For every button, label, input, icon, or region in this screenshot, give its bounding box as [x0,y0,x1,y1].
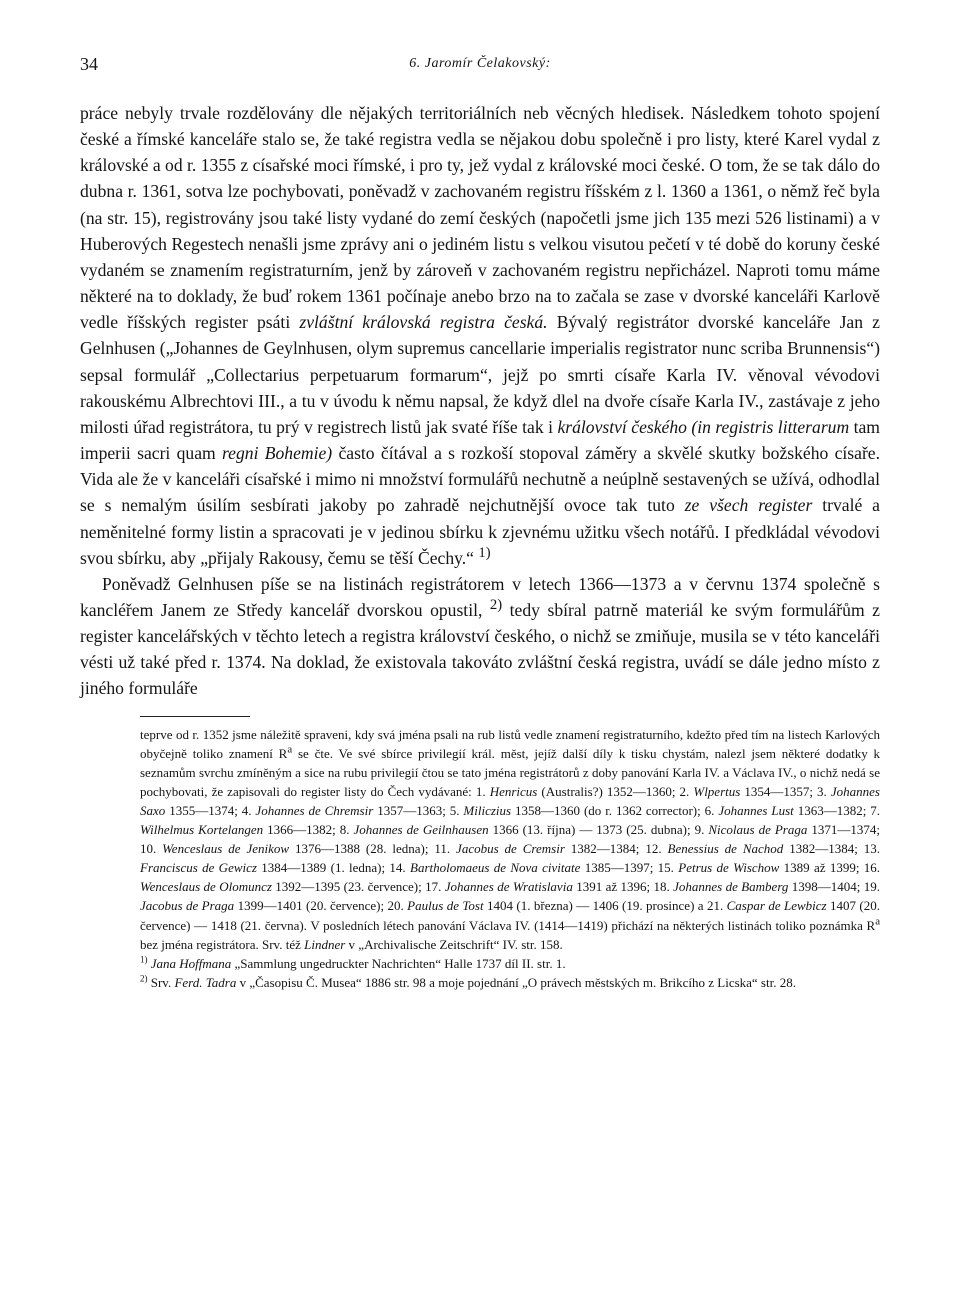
registrar-name: Johannes Lust [718,802,794,818]
registrar-name: Benessius de Nachod [667,841,784,857]
text-run: bez jména registrátora. Srv. též [140,936,305,952]
text-run: Bývalý registrátor dvorské kanceláře Jan z Gelnhusen („Johannes de Geylnhusen, olym supremus cancellarie imperialis registrator nunc scriba Brunnensis“) sepsal formulář „Collectarius perpetuarum formarum“, jejž po smrti císaře Karla IV. věnoval vévodovi rakouskému Albrechtovi III., a tu v úvodu k němu napsal, že když dlel na dvoře císaře Karla IV., zastávaje z jeho milosti úřad registrátora, tu prý v registrech listů jak svaté říše tak i [80,312,880,437]
footnote-2 [140,973,880,992]
footnotes [140,725,880,992]
text-run: 1363—1382; 7. [793,802,881,818]
text-run: 1355—1374; 4. [165,802,256,818]
paragraph-2 [80,571,880,702]
text-run: Srv. [147,974,175,990]
emphasis: ze všech register [684,495,813,516]
text-run: 1391 až 1396; 18. [572,879,674,895]
text-run: 1404 (1. března) — 1406 (19. prosince) a 21. [483,898,727,914]
page-header [80,54,880,80]
registrar-name: Johannes Saxo [140,783,880,818]
emphasis: regni Bohemie) [221,443,333,464]
registrar-name: Nicolaus de Praga [708,822,808,838]
registrar-name: Jacobus de Praga [140,898,235,914]
registrar-name: Johannes de Wratislavia [444,879,573,895]
registrar-name: Wilhelmus Kortelangen [140,822,264,838]
author-name: Jana Hoffmana [150,955,232,971]
main-text [80,100,880,702]
footnote-ref-2[interactable]: 2) [489,597,503,614]
author-name: Ferd. Tadra [174,974,237,990]
text-run: 1385—1397; 15. [580,860,679,876]
page [80,54,880,992]
text-run: 1389 až 1399; 16. [779,860,881,876]
text-run: 1382—1384; 13. [783,841,880,857]
emphasis: království českého (in registris litterarum [557,416,850,437]
emphasis: zvláštní královská registra česká. [299,312,548,333]
text-run: 1366—1382; 8. [263,822,354,838]
superscript: a [875,915,880,928]
footnote-mark: 1) [140,954,148,965]
text-run: (Australis?) 1352—1360; 2. [537,783,694,799]
text-run: 1366 (13. října) — 1373 (25. dubna); 9. [488,822,709,838]
registrar-name: Wenceslaus de Olomuncz [140,879,272,895]
text-run: 1358—1360 (do r. 1362 corrector); 6. [511,802,719,818]
author-name: Lindner [304,936,346,952]
registrar-name: Petrus de Wischow [678,860,780,876]
registrar-name: Miliczius [463,802,512,818]
text-run: 1392—1395 (23. července); 17. [271,879,445,895]
registrar-name: Henricus [489,783,538,799]
text-run: tedy sbíral patrně materiál ke svým formulářům z register kancelářských v těchto letech a registra království českého, o nichž se zmiňuje, musila se v této kanceláři vésti už také před r. 1374. Na doklad, že existovala takováto zvláštní česká registra, uvádí se dále jedno místo z jiného formuláře [80,599,880,699]
registrar-name: Wenceslaus de Jenikow [162,841,290,857]
text-run: v „Časopisu Č. Musea“ 1886 str. 98 a moje pojednání „O právech městských m. Brikcího z Licska“ str. 28. [236,974,796,990]
text-run: v „Archivalische Zeitschrift“ IV. str. 158. [345,936,563,952]
text-run: 1357—1363; 5. [373,802,464,818]
registrar-name: Johannes de Geilnhausen [353,822,489,838]
text-run: často čítával a s rozkoší stopoval záměry a skvělé skutky božského císaře. Vida ale že v kanceláři císařské i mimo ni množství formulářů nechutně a neúplně sestavených se užívá, odhodlal se s nemalým úsilím sesbírati jakoby po zahradě nejchutnější ovoce tak tuto [80,443,881,516]
text-run: teprve od r. 1352 jsme náležitě spraveni, kdy svá jména psali na rub listů vedle znamení registraturního, kdežto před tím na listech Karlových obyčejně toliko znamení R [140,726,880,761]
text-run: 1384—1389 (1. ledna); 14. [256,860,411,876]
text-run: 1376—1388 (28. ledna); 11. [289,841,457,857]
footnote-ref-1[interactable]: 1) [478,544,491,561]
text-run: 1407 (20. července) — 1418 (21. června). V posledních létech panování Václava IV. (1414—1419) přichází na některých listinách toliko poznámka R [140,898,881,933]
text-run: tam imperii sacri quam [80,416,880,464]
text-run: 1382—1384; 12. [564,841,668,857]
text-run: Poněvadž Gelnhusen píše se na listinách registrátorem v letech 1366—1373 a v červnu 1374 společně s kancléřem Janem ze Středy kancelář dvorskou opustil, [80,573,880,620]
footnote-continuation [140,725,880,954]
text-run: „Sammlung ungedruckter Nachrichten“ Halle 1737 díl II. str. 1. [231,955,566,971]
registrar-name: Franciscus de Gewicz [140,860,257,876]
text-run: 1371—1374; 10. [140,822,880,857]
running-title: 6. Jaromír Čelakovský: [409,56,551,71]
registrar-name: Bartholomaeus de Nova civitate [410,860,581,876]
registrar-name: Johannes de Chremsir [255,802,374,818]
text-run: 1399—1401 (20. července); 20. [234,898,408,914]
text-run: 1398—1404; 19. [788,879,881,895]
page-number: 34 [80,54,98,74]
registrar-name: Johannes de Bamberg [673,879,789,895]
registrar-name: Caspar de Lewbicz [726,898,827,914]
footnote-mark: 2) [140,973,148,984]
footnote-separator [140,716,250,717]
registrar-name: Wlpertus [693,783,741,799]
superscript: a [287,743,293,756]
text-run: trvalé a neměnitelné formy listin a spracovati je v jedinou sbírku k zjevnému užitku všech notářů. I předkládal vévodovi svou sbírku, aby „přijaly Rakousy, čemu se těší Čechy.“ [80,495,880,568]
text-run: práce nebyly trvale rozdělovány dle nějakých territoriálních neb věcných hledisek. Následkem tohoto spojení české a římské kanceláře stalo se, že také registra vedla se nějakou dobu společně i pro listy, které Karel vydal z královské a od r. 1355 z císařské moci římské, i pro ty, jež vydal z královské moci české. O tom, že se tak dálo do dubna r. 1361, sotva lze pochybovati, poněvadž v zachovaném registru říšském z l. 1360 a 1361, o němž řeč byla (na str. 15), registrovány jsou také listy vydané do zemí českých (napočetli jsme jich 135 mezi 526 listinami) a v Huberových Regestech nenašli jsme zprávy ani o jediném listu s velkou visutou pečetí v té době do koruny české vydaném se znamením registraturním, jenž by zároveň v zachovaném registru nepřicházel. Naproti tomu máme některé na to doklady, že buď rokem 1361 počínaje anebo brzo na to začala se zase v dvorské kanceláři Karlově vedle říšských register psáti [80,103,880,333]
paragraph-1 [80,100,880,571]
footnote-1 [140,954,880,973]
text-run: 1354—1357; 3. [740,783,831,799]
text-run: se čte. Ve své sbírce privilegií král. měst, jejíž další díly k tisku chystám, nalezl jsem některé dodatky k seznamům svrchu zmíněným a sice na rubu privilegií čtou se tato jména registrátorů z doby panování Karla IV. a Václava IV., o nichž nedá se pochybovati, že zapisovali do register listy do Čech vydávané: 1. [140,745,881,799]
registrar-name: Jacobus de Cremsir [456,841,565,857]
registrar-name: Paulus de Tost [407,898,484,914]
